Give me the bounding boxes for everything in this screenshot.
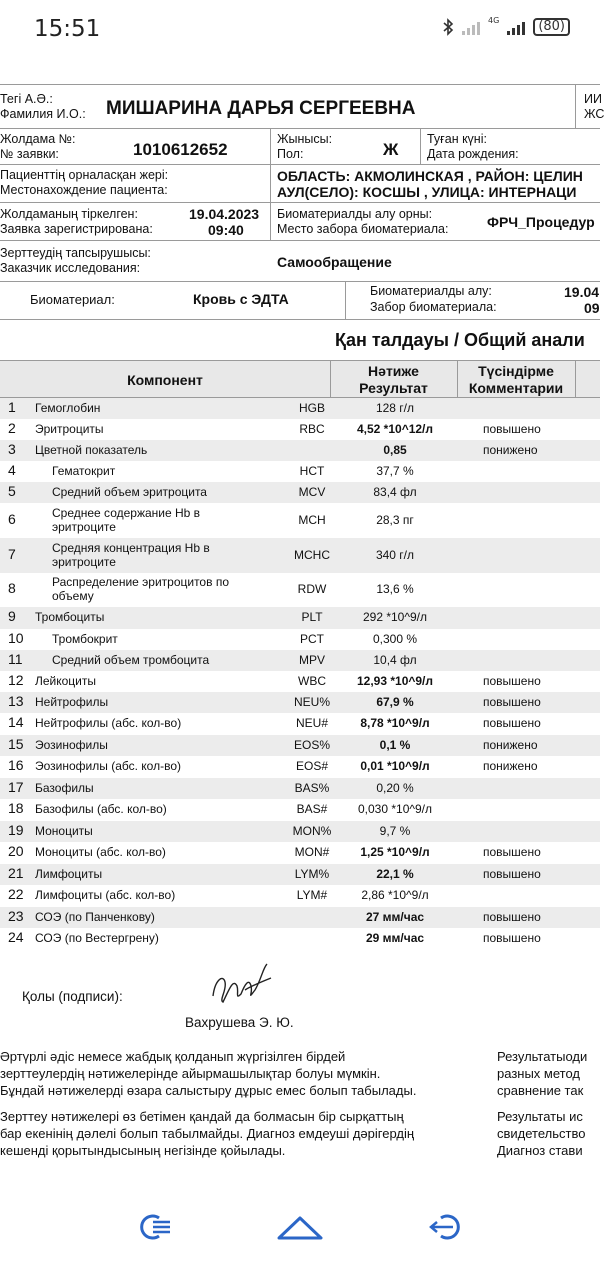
table-row xyxy=(0,419,600,440)
component-code: PLT xyxy=(301,610,323,624)
table-row xyxy=(0,482,600,503)
name-label-kz: Тегі А.Ә.: xyxy=(0,92,53,106)
analysis-title: Қан талдауы / Общий анали xyxy=(335,330,585,350)
disclaimer-ru-2: Результаты ис свидетельство Диагноз стави xyxy=(497,1109,586,1158)
row-number: 11 xyxy=(8,651,23,667)
network-type-label: 4G xyxy=(488,15,500,25)
component-code: MCV xyxy=(298,485,326,499)
component-name: Эритроциты xyxy=(35,422,104,436)
component-code: MCHC xyxy=(294,548,330,562)
table-row xyxy=(0,778,600,799)
iin-label-cut-2: ЖС xyxy=(584,107,605,121)
component-code: MPV xyxy=(298,653,325,667)
component-name: Нейтрофилы (абс. кол-во) xyxy=(35,716,182,730)
component-code: NEU# xyxy=(295,716,328,730)
patient-name: МИШАРИНА ДАРЬЯ СЕРГЕЕВНА xyxy=(106,98,416,119)
result-value: 67,9 % xyxy=(376,695,414,709)
component-code: EOS# xyxy=(295,759,328,773)
place-label-kz: Биоматериалды алу орны: xyxy=(277,207,433,221)
row-number: 7 xyxy=(8,546,16,562)
component-name: Тромбокрит xyxy=(52,632,118,646)
results-table-header xyxy=(0,360,600,398)
row-number: 8 xyxy=(8,580,16,596)
status-icons xyxy=(442,15,570,36)
result-comment: повышено xyxy=(483,867,541,881)
request-label-kz: Жолдама №: xyxy=(0,132,76,146)
handwritten-signature xyxy=(205,960,275,1010)
collect-label-ru: Забор биоматериала: xyxy=(370,300,497,314)
table-row xyxy=(0,538,600,573)
table-row xyxy=(0,607,600,629)
row-number: 22 xyxy=(8,886,24,902)
dob-label-ru: Дата рождения: xyxy=(427,147,519,161)
component-name: Средний объем тромбоцита xyxy=(52,653,210,667)
table-row xyxy=(0,440,600,461)
component-name: Базофилы (абс. кол-во) xyxy=(35,802,167,816)
collect-label-kz: Биоматериалды алу: xyxy=(370,284,492,298)
location-label-kz: Пациенттің орналасқан жері: xyxy=(0,168,169,182)
signature-label: Қолы (подписи): xyxy=(22,989,123,1004)
table-row xyxy=(0,756,600,778)
signal-strength-icon-sim2 xyxy=(507,19,525,35)
row-number: 15 xyxy=(8,736,24,752)
component-name: Лимфоциты xyxy=(35,867,103,881)
result-value: 0,1 % xyxy=(379,738,411,752)
component-code: MCH xyxy=(298,513,326,527)
result-comment: повышено xyxy=(483,422,541,436)
result-comment: повышено xyxy=(483,716,541,730)
component-name: Цветной показатель xyxy=(35,443,148,457)
col-comment-ru: Комментарии xyxy=(468,380,564,396)
result-value: 13,6 % xyxy=(376,582,414,596)
result-comment: повышено xyxy=(483,931,541,945)
col-comment-kz: Түсіндірме xyxy=(478,363,554,379)
component-name: СОЭ (по Панченкову) xyxy=(35,910,155,924)
back-button[interactable] xyxy=(420,1207,470,1247)
component-code: HCT xyxy=(299,464,325,478)
component-name: Тромбоциты xyxy=(35,610,105,624)
dob-label-kz: Туған күні: xyxy=(427,132,487,146)
row-number: 14 xyxy=(8,714,24,730)
request-label-ru: № заявки: xyxy=(0,147,59,161)
name-label-ru: Фамилия И.О.: xyxy=(0,107,86,121)
table-row xyxy=(0,864,600,885)
result-value: 10,4 фл xyxy=(373,653,417,667)
component-name: Средняя концентрация Hb в эритроците xyxy=(52,541,210,569)
row-number: 16 xyxy=(8,757,24,773)
row-number: 18 xyxy=(8,800,24,816)
col-component: Компонент xyxy=(127,372,203,388)
row-number: 21 xyxy=(8,865,24,881)
component-name: Лейкоциты xyxy=(35,674,97,688)
table-row xyxy=(0,671,600,692)
component-name: Базофилы xyxy=(35,781,94,795)
result-comment: повышено xyxy=(483,910,541,924)
battery-icon: (80) xyxy=(533,18,570,36)
row-number: 13 xyxy=(8,693,24,709)
iin-label-cut: ИИ xyxy=(584,92,602,106)
place-label-ru: Место забора биоматериала: xyxy=(277,222,449,236)
component-code: RBC xyxy=(299,422,325,436)
result-comment: понижено xyxy=(483,759,538,773)
component-code: PCT xyxy=(300,632,324,646)
signal-strength-icon-sim1 xyxy=(462,19,480,35)
component-code: RDW xyxy=(297,582,327,596)
recent-apps-icon xyxy=(137,1212,173,1242)
result-comment: повышено xyxy=(483,674,541,688)
table-row xyxy=(0,842,600,864)
location-line-2: АУЛ(СЕЛО): КОСШЫ , УЛИЦА: ИНТЕРНАЦИ xyxy=(277,184,577,200)
result-value: 12,93 *10^9/л xyxy=(356,674,434,688)
customer-label-ru: Заказчик исследования: xyxy=(0,261,141,275)
component-name: Нейтрофилы xyxy=(35,695,109,709)
home-icon xyxy=(275,1212,325,1242)
row-number: 24 xyxy=(8,929,24,945)
divider xyxy=(0,84,600,85)
table-row xyxy=(0,461,600,482)
component-code: LYM# xyxy=(296,888,328,902)
row-number: 5 xyxy=(8,483,16,499)
row-number: 10 xyxy=(8,630,24,646)
results-table-body xyxy=(0,398,600,949)
table-row xyxy=(0,573,600,607)
component-name: Эозинофилы xyxy=(35,738,108,752)
component-name: СОЭ (по Вестергрену) xyxy=(35,931,159,945)
component-name: Средний объем эритроцита xyxy=(52,485,207,499)
component-code: NEU% xyxy=(293,695,330,709)
result-value: 83,4 фл xyxy=(373,485,417,499)
result-value: 0,01 *10^9/л xyxy=(360,759,430,773)
row-number: 3 xyxy=(8,441,16,457)
result-value: 0,85 xyxy=(383,443,407,457)
table-row xyxy=(0,885,600,907)
row-number: 23 xyxy=(8,908,24,924)
row-number: 9 xyxy=(8,608,16,624)
sex-label-ru: Пол: xyxy=(277,147,304,161)
result-value: 29 мм/час xyxy=(365,931,425,945)
location-label-ru: Местонахождение пациента: xyxy=(0,183,168,197)
request-number: 1010612652 xyxy=(133,140,228,159)
result-comment: повышено xyxy=(483,845,541,859)
result-value: 0,030 *10^9/л xyxy=(357,802,433,816)
disclaimer-kz-1: Әртүрлі әдіс немесе жабдық қолданып жүргізілген бірдей зерттеулердің нәтижелерінде айырмашылықтар болуы мүмкін. Бұндай нәтижелерді өзара салыстыру дұрыс емес болып табылады. xyxy=(0,1049,417,1098)
row-number: 1 xyxy=(8,399,16,415)
row-number: 6 xyxy=(8,511,16,527)
row-number: 12 xyxy=(8,672,24,688)
result-value: 340 г/л xyxy=(375,548,415,562)
result-value: 27 мм/час xyxy=(365,910,425,924)
row-number: 2 xyxy=(8,420,16,436)
table-row xyxy=(0,650,600,671)
biomaterial-label: Биоматериал: xyxy=(30,292,115,307)
collect-time: 09 xyxy=(584,300,600,316)
component-name: Гематокрит xyxy=(52,464,116,478)
result-value: 8,78 *10^9/л xyxy=(360,716,430,730)
registered-label-kz: Жолдаманың тіркелген: xyxy=(0,207,138,221)
biomaterial-value: Кровь с ЭДТА xyxy=(193,291,289,307)
component-code: LYM% xyxy=(294,867,330,881)
result-value: 292 *10^9/л xyxy=(362,610,427,624)
clock: 15:51 xyxy=(34,16,101,42)
result-value: 4,52 *10^12/л xyxy=(356,422,434,436)
result-comment: понижено xyxy=(483,738,538,752)
table-row xyxy=(0,735,600,756)
component-code: EOS% xyxy=(293,738,330,752)
component-code: HGB xyxy=(298,401,325,415)
table-row xyxy=(0,821,600,842)
component-name: Эозинофилы (абс. кол-во) xyxy=(35,759,181,773)
component-code: MON# xyxy=(294,845,330,859)
collect-date: 19.04 xyxy=(564,284,600,300)
component-code: BAS% xyxy=(294,781,330,795)
location-line-1: ОБЛАСТЬ: АКМОЛИНСКАЯ , РАЙОН: ЦЕЛИН xyxy=(277,168,583,184)
result-value: 9,7 % xyxy=(379,824,411,838)
recent-apps-button[interactable] xyxy=(130,1207,180,1247)
result-comment: понижено xyxy=(483,443,538,457)
home-button[interactable] xyxy=(275,1207,325,1247)
registered-label-ru: Заявка зарегистрирована: xyxy=(0,222,153,236)
back-icon xyxy=(427,1212,463,1242)
registered-time: 09:40 xyxy=(208,222,244,238)
table-row xyxy=(0,629,600,650)
bluetooth-icon xyxy=(442,18,454,36)
status-bar xyxy=(0,0,600,60)
signer-name: Вахрушева Э. Ю. xyxy=(185,1015,294,1030)
component-name: Моноциты xyxy=(35,824,93,838)
component-name: Среднее содержание Hb в эритроците xyxy=(52,506,201,534)
result-value: 128 г/л xyxy=(375,401,415,415)
customer-label-kz: Зерттеудің тапсырушысы: xyxy=(0,246,151,260)
table-row xyxy=(0,713,600,735)
table-row xyxy=(0,503,600,538)
customer-value: Самообращение xyxy=(277,254,392,270)
registered-date: 19.04.2023 xyxy=(189,206,260,222)
result-value: 37,7 % xyxy=(376,464,414,478)
table-row xyxy=(0,692,600,713)
result-value: 28,3 пг xyxy=(376,513,414,527)
navigation-bar xyxy=(0,1195,600,1265)
table-row xyxy=(0,398,600,419)
row-number: 19 xyxy=(8,822,24,838)
component-code: BAS# xyxy=(296,802,328,816)
row-number: 17 xyxy=(8,779,24,795)
component-name: Моноциты (абс. кол-во) xyxy=(35,845,166,859)
row-number: 20 xyxy=(8,843,24,859)
result-value: 0,20 % xyxy=(376,781,414,795)
table-row xyxy=(0,928,600,949)
lab-report-document xyxy=(0,80,605,1188)
component-name: Распределение эритроцитов по объему xyxy=(52,575,229,603)
result-value: 0,300 % xyxy=(372,632,418,646)
row-number: 4 xyxy=(8,462,16,478)
result-value: 22,1 % xyxy=(376,867,414,881)
col-result-kz: Нәтиже xyxy=(368,363,419,379)
result-value: 2,86 *10^9/л xyxy=(361,888,429,902)
table-row xyxy=(0,907,600,928)
component-code: MON% xyxy=(292,824,332,838)
disclaimer-ru-1: Результатыоди разных метод сравнение так xyxy=(497,1049,588,1098)
collection-place: ФРЧ_Процедур xyxy=(487,214,595,230)
component-name: Лимфоциты (абс. кол-во) xyxy=(35,888,176,902)
col-result-ru: Результат xyxy=(359,380,428,396)
component-name: Гемоглобин xyxy=(35,401,101,415)
sex-value: Ж xyxy=(383,140,399,159)
result-comment: повышено xyxy=(483,695,541,709)
result-value: 1,25 *10^9/л xyxy=(360,845,430,859)
component-code: WBC xyxy=(298,674,326,688)
sex-label-kz: Жынысы: xyxy=(277,132,333,146)
disclaimer-kz-2: Зерттеу нәтижелері өз бетімен қандай да болмасын бір сырқаттың бар екенінің дәлелі болып табылмайды. Диагноз емдеуші дәрігердің кешенді қорытындысының негізінде қойылады. xyxy=(0,1109,415,1158)
table-row xyxy=(0,799,600,821)
